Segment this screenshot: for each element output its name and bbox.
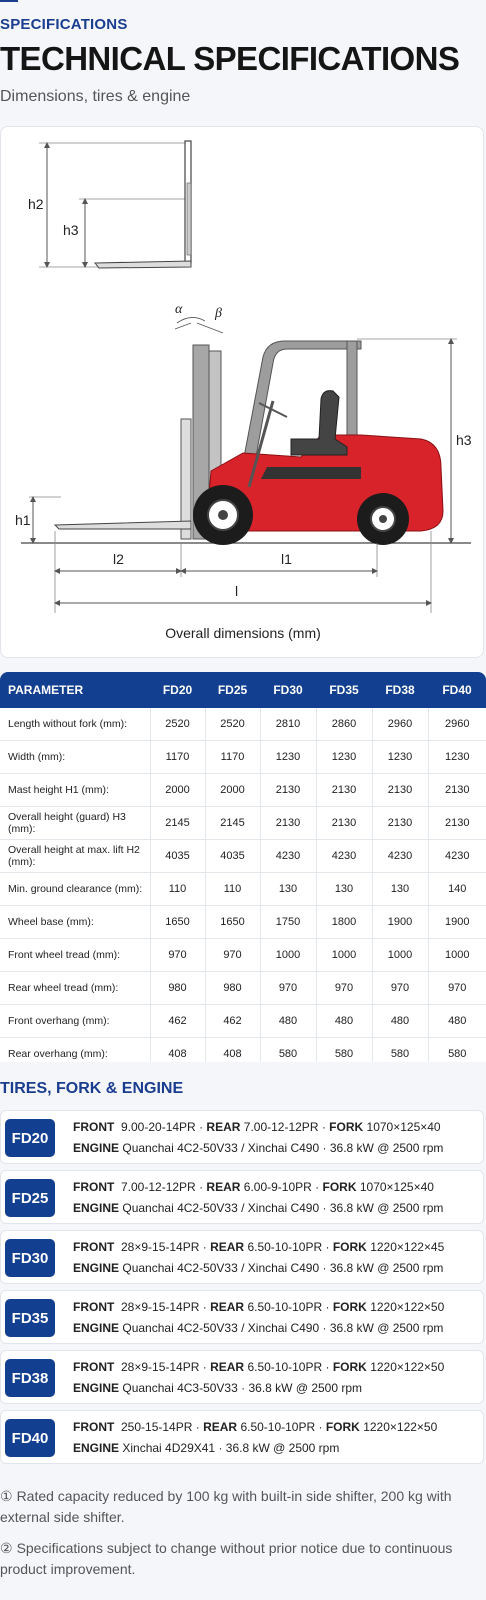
- value-cell: 580: [428, 1038, 486, 1063]
- engine-model: Quanchai 4C2-50V33 / Xinchai C490: [122, 1321, 320, 1335]
- separator: ·: [321, 1120, 326, 1134]
- parameter-cell: Wheel base (mm):: [0, 906, 150, 939]
- fork-label: FORK: [322, 1180, 357, 1194]
- parameter-cell: Length without fork (mm):: [0, 708, 150, 741]
- label-l: l: [235, 583, 239, 599]
- model-card: [0, 1170, 484, 1224]
- value-cell: 2000: [205, 774, 260, 807]
- spec-table: [0, 672, 486, 1062]
- column-header: FD30: [273, 683, 303, 697]
- value-cell: 1170: [205, 741, 260, 774]
- spec-table-header-row: [0, 672, 486, 708]
- engine-model: Quanchai 4C3-50V33: [122, 1381, 238, 1395]
- separator: ·: [325, 1300, 330, 1314]
- label-alpha: α: [175, 302, 183, 317]
- value-cell: 1230: [428, 741, 486, 774]
- tire-fork-line: [73, 1240, 444, 1254]
- column-header: FD38: [385, 683, 415, 697]
- front-tire: 28×9-15-14PR: [121, 1360, 200, 1374]
- value-cell: 1650: [150, 906, 205, 939]
- engine-power: 36.8 kW @ 2500 rpm: [329, 1261, 444, 1275]
- value-cell: 480: [428, 1005, 486, 1038]
- front-tire: 250-15-14PR: [121, 1420, 193, 1434]
- value-cell: 140: [428, 873, 486, 906]
- value-cell: 2145: [205, 807, 260, 840]
- model-card: [0, 1350, 484, 1404]
- engine-model: Quanchai 4C2-50V33 / Xinchai C490: [122, 1141, 320, 1155]
- label-l1: l1: [281, 551, 292, 567]
- engine-line: [73, 1441, 339, 1455]
- table-row: [0, 906, 486, 939]
- engine-label: ENGINE: [73, 1201, 120, 1215]
- model-card: [0, 1110, 484, 1164]
- value-cell: 130: [260, 873, 316, 906]
- value-cell: 2000: [150, 774, 205, 807]
- rear-tire: 6.50-10-10PR: [247, 1300, 323, 1314]
- value-cell: 462: [205, 1005, 260, 1038]
- value-cell: 4035: [205, 840, 260, 873]
- engine-line: [73, 1381, 362, 1395]
- value-cell: 970: [428, 972, 486, 1005]
- table-row: [0, 708, 486, 741]
- value-cell: 462: [150, 1005, 205, 1038]
- fork-size: 1220×122×45: [370, 1240, 445, 1254]
- value-cell: 1170: [150, 741, 205, 774]
- value-cell: 2130: [316, 807, 372, 840]
- model-card: [0, 1290, 484, 1344]
- separator: ·: [202, 1360, 207, 1374]
- label-h3: h3: [456, 432, 472, 448]
- parameter-cell: Rear wheel tread (mm):: [0, 972, 150, 1005]
- engine-model: Quanchai 4C2-50V33 / Xinchai C490: [122, 1261, 320, 1275]
- separator: ·: [202, 1240, 207, 1254]
- rear-tire: 6.50-10-10PR: [240, 1420, 316, 1434]
- model-badge: FD25: [5, 1179, 55, 1217]
- value-cell: 2130: [260, 774, 316, 807]
- spec-table-body: [0, 708, 486, 1062]
- value-cell: 110: [150, 873, 205, 906]
- table-row: [0, 807, 486, 840]
- table-row: [0, 972, 486, 1005]
- model-badge: FD35: [5, 1299, 55, 1337]
- header-accent-rule: [0, 0, 18, 2]
- engine-label: ENGINE: [73, 1261, 120, 1275]
- value-cell: 2130: [316, 774, 372, 807]
- engine-power: 36.8 kW @ 2500 rpm: [248, 1381, 363, 1395]
- value-cell: 2130: [372, 774, 428, 807]
- front-label: FRONT: [73, 1300, 115, 1314]
- column-header: FD40: [442, 683, 472, 697]
- value-cell: 1650: [205, 906, 260, 939]
- parameter-cell: Front wheel tread (mm):: [0, 939, 150, 972]
- engine-model: Xinchai 4D29X41: [122, 1441, 216, 1455]
- fork-label: FORK: [325, 1420, 360, 1434]
- value-cell: 408: [205, 1038, 260, 1063]
- parameter-cell: Width (mm):: [0, 741, 150, 774]
- rear-tire: 6.50-10-10PR: [247, 1360, 323, 1374]
- column-header: FD35: [329, 683, 359, 697]
- tires-section-title: TIRES, FORK & ENGINE: [0, 1080, 184, 1097]
- value-cell: 2130: [260, 807, 316, 840]
- value-cell: 2130: [428, 774, 486, 807]
- engine-line: [73, 1321, 443, 1335]
- value-cell: 4230: [372, 840, 428, 873]
- value-cell: 1230: [316, 741, 372, 774]
- label-l2: l2: [113, 551, 124, 567]
- forklift-side-view: [15, 302, 472, 613]
- separator: ·: [199, 1180, 204, 1194]
- front-tire: 28×9-15-14PR: [121, 1240, 200, 1254]
- value-cell: 1000: [428, 939, 486, 972]
- fork-size: 1220×122×50: [370, 1300, 445, 1314]
- value-cell: 1230: [260, 741, 316, 774]
- rear-label: REAR: [210, 1300, 245, 1314]
- spec-table-container: [0, 672, 486, 1062]
- value-cell: 4230: [316, 840, 372, 873]
- parameter-cell: Overall height (guard) H3 (mm):: [0, 807, 150, 840]
- value-cell: 580: [316, 1038, 372, 1063]
- label-h1: h1: [15, 512, 31, 528]
- dimensions-diagram-card: [0, 126, 484, 658]
- footnote-1: [0, 1486, 476, 1528]
- value-cell: 970: [260, 972, 316, 1005]
- label-h2: h2: [28, 196, 44, 212]
- fork-size: 1220×122×50: [363, 1420, 438, 1434]
- value-cell: 4035: [150, 840, 205, 873]
- value-cell: 2520: [150, 708, 205, 741]
- front-tire: 28×9-15-14PR: [121, 1300, 200, 1314]
- value-cell: 970: [205, 939, 260, 972]
- footnote-2: [0, 1538, 476, 1580]
- value-cell: 130: [316, 873, 372, 906]
- separator: ·: [325, 1360, 330, 1374]
- value-cell: 110: [205, 873, 260, 906]
- column-header: FD25: [217, 683, 248, 697]
- front-label: FRONT: [73, 1120, 115, 1134]
- value-cell: 970: [316, 972, 372, 1005]
- engine-power: 36.8 kW @ 2500 rpm: [329, 1321, 444, 1335]
- tire-fork-line: [73, 1300, 444, 1314]
- model-badge: FD38: [5, 1359, 55, 1397]
- front-label: FRONT: [73, 1180, 115, 1194]
- separator: ·: [325, 1240, 330, 1254]
- model-badge: FD30: [5, 1239, 55, 1277]
- value-cell: 480: [372, 1005, 428, 1038]
- tire-fork-line: [73, 1360, 444, 1374]
- value-cell: 970: [150, 939, 205, 972]
- rear-tire: 6.50-10-10PR: [247, 1240, 323, 1254]
- engine-label: ENGINE: [73, 1321, 120, 1335]
- value-cell: 580: [372, 1038, 428, 1063]
- parameter-cell: Overall height at max. lift H2 (mm):: [0, 840, 150, 873]
- engine-line: [73, 1141, 443, 1155]
- tire-fork-line: [73, 1120, 441, 1134]
- rear-tire: 7.00-12-12PR: [243, 1120, 319, 1134]
- value-cell: 2130: [372, 807, 428, 840]
- table-row: [0, 840, 486, 873]
- value-cell: 980: [150, 972, 205, 1005]
- column-header: FD20: [162, 683, 193, 697]
- rear-label: REAR: [210, 1240, 245, 1254]
- value-cell: 1000: [372, 939, 428, 972]
- front-tire: 9.00-20-14PR: [121, 1120, 196, 1134]
- rear-tire: 6.00-9-10PR: [243, 1180, 312, 1194]
- front-label: FRONT: [73, 1240, 115, 1254]
- fork-label: FORK: [332, 1240, 367, 1254]
- table-row: [0, 1005, 486, 1038]
- table-row: [0, 939, 486, 972]
- value-cell: 980: [205, 972, 260, 1005]
- parameter-cell: Front overhang (mm):: [0, 1005, 150, 1038]
- engine-label: ENGINE: [73, 1381, 120, 1395]
- table-row: [0, 1038, 486, 1063]
- separator: ·: [322, 1201, 327, 1215]
- parameter-cell: Rear overhang (mm):: [0, 1038, 150, 1063]
- separator: ·: [318, 1420, 323, 1434]
- front-tire: 7.00-12-12PR: [121, 1180, 196, 1194]
- footnote-text: Specifications subject to change without prior notice due to continuous product improvement.: [0, 1540, 453, 1577]
- fork-label: FORK: [329, 1120, 364, 1134]
- value-cell: 2960: [428, 708, 486, 741]
- value-cell: 970: [372, 972, 428, 1005]
- value-cell: 4230: [260, 840, 316, 873]
- value-cell: 2130: [428, 807, 486, 840]
- front-label: FRONT: [73, 1360, 115, 1374]
- engine-label: ENGINE: [73, 1441, 120, 1455]
- engine-power: 36.8 kW @ 2500 rpm: [225, 1441, 340, 1455]
- model-badge: FD40: [5, 1419, 55, 1457]
- tire-fork-line: [73, 1180, 434, 1194]
- value-cell: 1750: [260, 906, 316, 939]
- fork-label: FORK: [332, 1360, 367, 1374]
- value-cell: 2145: [150, 807, 205, 840]
- rear-label: REAR: [206, 1120, 241, 1134]
- page-title: TECHNICAL SPECIFICATIONS: [0, 40, 460, 77]
- value-cell: 1000: [260, 939, 316, 972]
- engine-power: 36.8 kW @ 2500 rpm: [329, 1201, 444, 1215]
- footnote-text: Rated capacity reduced by 100 kg with built-in side shifter, 200 kg with external side shifter.: [0, 1488, 452, 1525]
- footnote-number: ②: [0, 1540, 13, 1556]
- separator: ·: [199, 1120, 204, 1134]
- column-header: PARAMETER: [8, 683, 84, 697]
- separator: ·: [241, 1381, 246, 1395]
- value-cell: 480: [260, 1005, 316, 1038]
- value-cell: 1800: [316, 906, 372, 939]
- value-cell: 480: [316, 1005, 372, 1038]
- rear-label: REAR: [203, 1420, 238, 1434]
- value-cell: 2860: [316, 708, 372, 741]
- value-cell: 4230: [428, 840, 486, 873]
- separator: ·: [322, 1261, 327, 1275]
- value-cell: 408: [150, 1038, 205, 1063]
- separator: ·: [218, 1441, 223, 1455]
- value-cell: 2810: [260, 708, 316, 741]
- fork-detail: [28, 141, 191, 268]
- value-cell: 2520: [205, 708, 260, 741]
- label-beta: β: [215, 306, 222, 321]
- separator: ·: [315, 1180, 320, 1194]
- table-row: [0, 774, 486, 807]
- value-cell: 1230: [372, 741, 428, 774]
- value-cell: 130: [372, 873, 428, 906]
- fork-size: 1070×125×40: [359, 1180, 434, 1194]
- table-row: [0, 741, 486, 774]
- model-card: [0, 1230, 484, 1284]
- value-cell: 1900: [372, 906, 428, 939]
- rear-label: REAR: [206, 1180, 241, 1194]
- parameter-cell: Mast height H1 (mm):: [0, 774, 150, 807]
- table-row: [0, 873, 486, 906]
- section-kicker: SPECIFICATIONS: [0, 16, 128, 33]
- diagram-caption: Overall dimensions (mm): [165, 625, 321, 641]
- engine-label: ENGINE: [73, 1141, 120, 1155]
- separator: ·: [195, 1420, 200, 1434]
- fork-size: 1070×125×40: [366, 1120, 441, 1134]
- footnote-number: ①: [0, 1488, 13, 1504]
- forklift-dimension-drawing: [1, 127, 485, 627]
- front-label: FRONT: [73, 1420, 115, 1434]
- separator: ·: [202, 1300, 207, 1314]
- model-card: [0, 1410, 484, 1464]
- value-cell: 2960: [372, 708, 428, 741]
- value-cell: 580: [260, 1038, 316, 1063]
- rear-label: REAR: [210, 1360, 245, 1374]
- fork-size: 1220×122×50: [370, 1360, 445, 1374]
- separator: ·: [322, 1141, 327, 1155]
- engine-power: 36.8 kW @ 2500 rpm: [329, 1141, 444, 1155]
- label-h3-fork: h3: [63, 222, 79, 238]
- page-subtitle: Dimensions, tires & engine: [0, 88, 191, 105]
- engine-model: Quanchai 4C2-50V33 / Xinchai C490: [122, 1201, 320, 1215]
- engine-line: [73, 1201, 443, 1215]
- separator: ·: [322, 1321, 327, 1335]
- model-badge: FD20: [5, 1119, 55, 1157]
- value-cell: 1900: [428, 906, 486, 939]
- fork-label: FORK: [332, 1300, 367, 1314]
- value-cell: 1000: [316, 939, 372, 972]
- engine-line: [73, 1261, 443, 1275]
- parameter-cell: Min. ground clearance (mm):: [0, 873, 150, 906]
- tire-fork-line: [73, 1420, 437, 1434]
